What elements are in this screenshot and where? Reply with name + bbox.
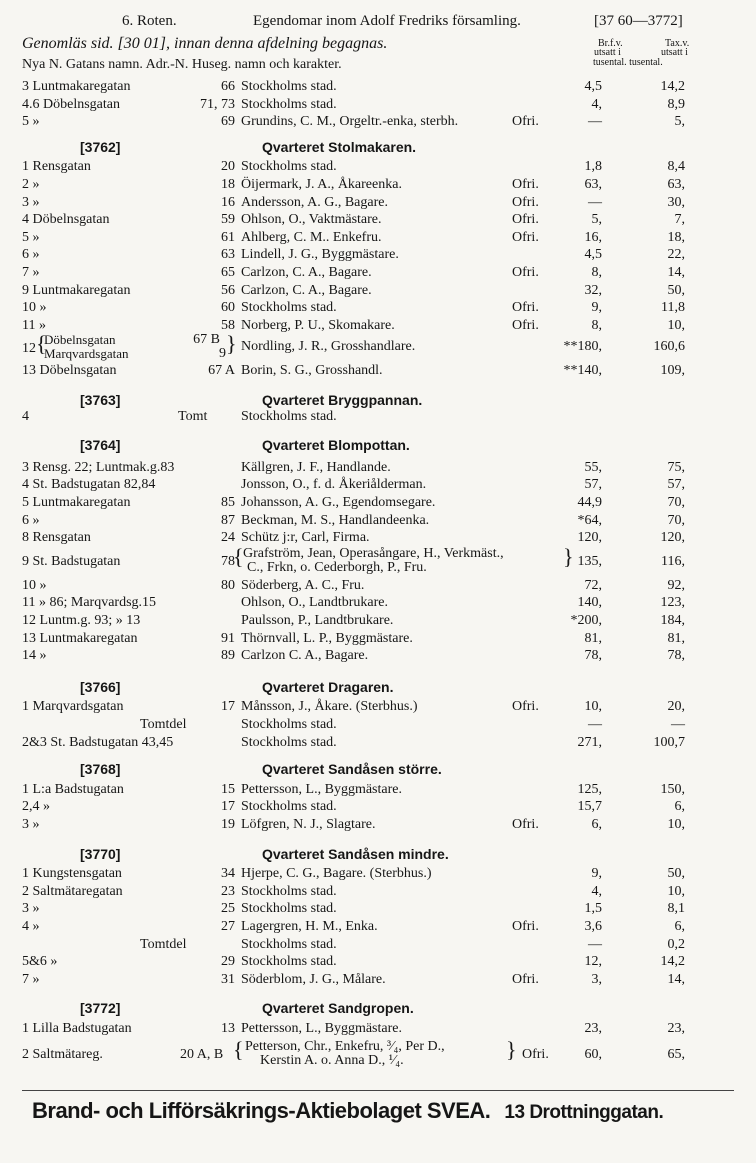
- brace: {: [233, 543, 244, 569]
- owner-cell: Thörnvall, L. P., Byggmästare.: [241, 630, 413, 646]
- number-cell: 56: [221, 282, 235, 298]
- taxering-value: 10,: [667, 883, 685, 899]
- owner-cell: Schütz j:r, Carl, Firma.: [241, 530, 370, 546]
- address-cell: 2,4 »: [22, 799, 50, 815]
- number-cell: 67 A: [208, 363, 235, 379]
- brandforsakring-value: 9,: [591, 300, 602, 316]
- owner-cell: Kerstin A. o. Anna D., ¹⁄₄.: [260, 1052, 404, 1068]
- brandforsakring-value: 72,: [584, 577, 602, 593]
- brandforsakring-value: 15,7: [577, 799, 602, 815]
- address-cell: 5&6 »: [22, 954, 58, 970]
- number-cell: 17: [221, 799, 235, 815]
- brandforsakring-value: 12,: [584, 954, 602, 970]
- number-cell: 13: [221, 1021, 235, 1036]
- taxering-value: 81,: [667, 630, 685, 646]
- owner-cell: Hjerpe, C. G., Bagare. (Sterbhus.): [241, 866, 432, 882]
- brandforsakring-value: 120,: [577, 530, 602, 546]
- brandforsakring-value: *64,: [577, 512, 602, 528]
- brandforsakring-value: 4,: [591, 96, 602, 112]
- section-title: Qvarteret Stolmakaren.: [262, 138, 417, 155]
- brandforsakring-value: 8,: [591, 265, 602, 280]
- owner-cell: Carlzon, C. A., Bagare.: [241, 265, 372, 280]
- address-cell: 2 Saltmätareg.: [22, 1046, 103, 1062]
- owner-cell: C., Frkn, o. Cederborgh, P., Fru.: [247, 559, 427, 575]
- ofri-cell: Ofri.: [512, 265, 539, 280]
- number-cell: 24: [221, 530, 235, 546]
- address-cell: 1 Rensgatan: [22, 159, 91, 175]
- address-cell: 6 »: [22, 512, 40, 528]
- brandforsakring-value: 3,: [591, 971, 602, 987]
- taxering-value: 50,: [667, 866, 685, 882]
- page-number-title: 6. Roten.: [122, 13, 177, 29]
- number-cell: 19: [221, 817, 235, 832]
- ofri-cell: Ofri.: [512, 971, 539, 987]
- number-cell: 59: [221, 212, 235, 228]
- number-cell: 31: [221, 971, 235, 987]
- number-cell: 71, 73: [200, 96, 235, 112]
- taxering-value: 6,: [674, 919, 685, 934]
- number-cell: 63: [221, 247, 235, 263]
- ofri-cell: Ofri.: [512, 817, 539, 832]
- number-cell: 80: [221, 577, 235, 593]
- taxering-value: 184,: [660, 613, 685, 628]
- brace: {: [233, 1036, 244, 1062]
- taxering-value: 8,1: [667, 901, 685, 917]
- ofri-cell: Ofri.: [512, 194, 539, 210]
- address-cell: 1 Lilla Badstugatan: [22, 1021, 132, 1036]
- owner-cell: Johansson, A. G., Egendomsegare.: [241, 495, 436, 510]
- owner-cell: Stockholms stad.: [241, 96, 337, 112]
- number-cell: 17: [221, 699, 235, 715]
- address-cell: 8 Rensgatan: [22, 530, 91, 546]
- owner-cell: Lagergren, H. M., Enka.: [241, 919, 378, 934]
- taxering-value: 120,: [660, 530, 685, 546]
- taxering-value: 8,4: [667, 159, 685, 175]
- address-cell: Tomtdel: [140, 936, 187, 952]
- taxering-value: 70,: [667, 495, 685, 510]
- address-cell: 7 »: [22, 265, 40, 280]
- section-number: [3764]: [80, 437, 121, 454]
- address-cell: Tomtdel: [140, 717, 187, 732]
- number-cell: 16: [221, 194, 235, 210]
- owner-cell: Stockholms stad.: [241, 408, 337, 424]
- taxering-value: 14,: [667, 265, 685, 280]
- taxering-value: 109,: [660, 363, 685, 379]
- brandforsakring-value: 78,: [584, 648, 602, 664]
- brandforsakring-value: 81,: [584, 630, 602, 646]
- address-cell: 7 »: [22, 971, 40, 987]
- brandforsakring-value: 9,: [591, 866, 602, 882]
- owner-cell: Petterson, Chr., Enkefru, ³⁄₄, Per D.,: [245, 1038, 445, 1054]
- address-cell: 2 Saltmätaregatan: [22, 883, 123, 899]
- ofri-cell: Ofri.: [512, 317, 539, 333]
- number-cell: 27: [221, 919, 235, 934]
- taxering-value: 18,: [667, 229, 685, 245]
- owner-cell: Carlzon, C. A., Bagare.: [241, 282, 372, 298]
- owner-cell: Norberg, P. U., Skomakare.: [241, 317, 395, 333]
- address-cell: 4 St. Badstugatan 82,84: [22, 477, 156, 493]
- number-cell: Tomt: [178, 408, 208, 424]
- brace: }: [563, 543, 574, 569]
- brandforsakring-value: 55,: [584, 459, 602, 475]
- address-cell: 9 St. Badstugatan: [22, 553, 121, 569]
- taxering-value: 10,: [667, 317, 685, 333]
- number-cell: 89: [221, 648, 235, 664]
- taxering-value: 50,: [667, 282, 685, 298]
- ofri-cell: Ofri.: [512, 212, 539, 228]
- owner-cell: Stockholms stad.: [241, 901, 337, 917]
- advertisement-address: 13 Drottninggatan.: [504, 1102, 664, 1123]
- owner-cell: Löfgren, N. J., Slagtare.: [241, 817, 376, 832]
- section-title: Qvarteret Sandåsen mindre.: [262, 845, 449, 862]
- address-cell: 3 Rensg. 22; Luntmak.g.83: [22, 459, 175, 475]
- section-number: [3762]: [80, 138, 121, 155]
- number-cell: 78: [221, 553, 235, 569]
- bottom-rule: [22, 1090, 734, 1091]
- taxering-value: 65,: [667, 1046, 685, 1062]
- number-cell: 23: [221, 883, 235, 899]
- taxering-value: 14,2: [660, 954, 685, 970]
- address-cell: 13 Döbelnsgatan: [22, 363, 117, 379]
- brace: }: [226, 331, 237, 357]
- address-cell: 1 Kungstensgatan: [22, 866, 122, 882]
- address-cell: 9 Luntmakaregatan: [22, 282, 131, 298]
- brandforsakring-value: 4,5: [584, 247, 602, 263]
- number-cell: 61: [221, 229, 235, 245]
- address-cell: 14 »: [22, 648, 47, 664]
- address-cell: 5 Luntmakaregatan: [22, 495, 131, 510]
- number-cell: 91: [221, 630, 235, 646]
- address-cell: 6 »: [22, 247, 40, 263]
- taxering-value: 10,: [667, 817, 685, 832]
- address-cell: 2&3 St. Badstugatan 43,45: [22, 734, 174, 750]
- advertisement: [32, 1098, 732, 1124]
- taxering-value: 14,: [667, 971, 685, 987]
- taxering-value: 5,: [674, 114, 685, 130]
- number-cell: 20: [221, 159, 235, 175]
- ofri-cell: Ofri.: [512, 300, 539, 316]
- owner-cell: Stockholms stad.: [241, 954, 337, 970]
- col-tax-label: Tax.v.: [665, 38, 690, 49]
- brandforsakring-value: 60,: [584, 1046, 602, 1062]
- page-range: [37 60—3772]: [594, 13, 683, 29]
- column-header: Nya N. Gatans namn. Adr.-N. Huseg. namn och karakter.: [22, 57, 342, 72]
- owner-cell: Paulsson, P., Landtbrukare.: [241, 613, 394, 628]
- taxering-value: 116,: [661, 553, 685, 569]
- owner-cell: Ahlberg, C. M.. Enkefru.: [241, 229, 382, 245]
- address-cell: 4.6 Döbelnsgatan: [22, 96, 120, 112]
- owner-cell: Nordling, J. R., Grosshandlare.: [241, 339, 416, 355]
- address-cell: 12 Luntm.g. 93; » 13: [22, 613, 141, 628]
- owner-cell: Pettersson, L., Byggmästare.: [241, 1021, 402, 1036]
- owner-cell: Ohlson, O., Vaktmästare.: [241, 212, 382, 228]
- owner-cell: Grafström, Jean, Operasångare, H., Verkmäst.,: [243, 545, 504, 561]
- brandforsakring-value: 140,: [577, 595, 602, 611]
- section-number: [3770]: [80, 845, 121, 862]
- col-brf-label: Br.f.v.: [598, 38, 623, 49]
- section-number: [3763]: [80, 392, 121, 408]
- ofri-cell: Ofri.: [512, 229, 539, 245]
- brace: }: [506, 1036, 517, 1062]
- owner-cell: Ohlson, O., Landtbrukare.: [241, 595, 388, 611]
- ofri-cell: Ofri.: [512, 919, 539, 934]
- taxering-value: 123,: [660, 595, 685, 611]
- brandforsakring-value: 63,: [584, 177, 602, 192]
- address-cell: 1 Marqvardsgatan: [22, 699, 124, 715]
- brandforsakring-value: 4,: [591, 883, 602, 899]
- brace: {: [36, 331, 47, 357]
- owner-cell: Borin, S. G., Grosshandl.: [241, 363, 383, 379]
- taxering-value: 78,: [667, 648, 685, 664]
- number-cell: 66: [221, 79, 235, 94]
- brandforsakring-value: **140,: [563, 363, 602, 379]
- brandforsakring-value: 135,: [577, 553, 602, 569]
- number-cell: 9: [219, 346, 226, 362]
- number-cell: 34: [221, 866, 235, 882]
- address-cell: 11 »: [22, 317, 46, 333]
- address-cell: 10 »: [22, 300, 47, 316]
- taxering-value: 7,: [674, 212, 685, 228]
- owner-cell: Stockholms stad.: [241, 799, 337, 815]
- owner-cell: Andersson, A. G., Bagare.: [241, 194, 388, 210]
- taxering-value: 150,: [660, 781, 685, 797]
- taxering-value: 22,: [667, 247, 685, 263]
- address-cell: 5 »: [22, 114, 40, 130]
- owner-cell: Söderblom, J. G., Målare.: [241, 971, 386, 987]
- brandforsakring-value: —: [588, 194, 602, 210]
- ofri-cell: Ofri.: [512, 114, 539, 130]
- taxering-value: —: [671, 717, 685, 732]
- address-cell: 2 »: [22, 177, 40, 192]
- brandforsakring-value: —: [588, 717, 602, 732]
- owner-cell: Stockholms stad.: [241, 717, 337, 732]
- number-cell: 65: [221, 265, 235, 280]
- address-cell: 1 L:a Badstugatan: [22, 781, 124, 797]
- taxering-value: 23,: [667, 1021, 685, 1036]
- taxering-value: 75,: [667, 459, 685, 475]
- owner-cell: Stockholms stad.: [241, 883, 337, 899]
- address-cell: 3 »: [22, 817, 40, 832]
- number-cell: 15: [221, 781, 235, 797]
- taxering-value: 0,2: [667, 936, 685, 952]
- taxering-value: 160,6: [653, 339, 685, 355]
- number-cell: 60: [221, 300, 235, 316]
- brandforsakring-value: 10,: [584, 699, 602, 715]
- taxering-value: 14,2: [660, 79, 685, 94]
- taxering-value: 8,9: [667, 96, 685, 112]
- brandforsakring-value: *200,: [570, 613, 602, 628]
- number-cell: 67 B: [193, 332, 220, 348]
- address-cell: 12: [22, 341, 36, 357]
- owner-cell: Stockholms stad.: [241, 159, 337, 175]
- ofri-cell: Ofri.: [512, 699, 539, 715]
- owner-cell: Grundins, C. M., Orgeltr.-enka, sterbh.: [241, 114, 459, 130]
- ofri-cell: Ofri.: [522, 1046, 549, 1062]
- address-cell: 4: [22, 408, 29, 424]
- owner-cell: Jonsson, O., f. d. Åkeriålderman.: [241, 477, 427, 493]
- number-cell: 25: [221, 901, 235, 917]
- brandforsakring-value: —: [588, 114, 602, 130]
- col-brf-sub: utsatt i: [594, 47, 621, 58]
- address-cell: 3 Luntmakaregatan: [22, 79, 131, 94]
- owner-cell: Beckman, M. S., Handlandeenka.: [241, 512, 430, 528]
- owner-cell: Stockholms stad.: [241, 734, 337, 750]
- section-title: Qvarteret Bryggpannan.: [262, 392, 423, 408]
- number-cell: 69: [221, 114, 235, 130]
- brandforsakring-value: 6,: [591, 817, 602, 832]
- section-number: [3772]: [80, 1000, 121, 1017]
- section-title: Qvarteret Sandåsen större.: [262, 761, 442, 778]
- owner-cell: Stockholms stad.: [241, 300, 337, 316]
- owner-cell: Lindell, J. G., Byggmästare.: [241, 247, 399, 263]
- number-cell: 58: [221, 317, 235, 333]
- taxering-value: 11,8: [661, 300, 685, 316]
- address-cell: 3 »: [22, 194, 40, 210]
- brandforsakring-value: 3,6: [584, 919, 602, 934]
- address-cell: Döbelnsgatan: [44, 332, 116, 348]
- number-cell: 20 A, B: [180, 1046, 224, 1062]
- address-cell: 5 »: [22, 229, 40, 245]
- taxering-value: 30,: [667, 194, 685, 210]
- brandforsakring-value: 23,: [584, 1021, 602, 1036]
- brandforsakring-value: 125,: [577, 781, 602, 797]
- address-cell: 4 »: [22, 919, 40, 934]
- owner-cell: Stockholms stad.: [241, 79, 337, 94]
- number-cell: 85: [221, 495, 235, 510]
- page-title: Egendomar inom Adolf Fredriks församling.: [253, 13, 521, 29]
- taxering-value: 100,7: [653, 734, 685, 750]
- owner-cell: Källgren, J. F., Handlande.: [241, 459, 391, 475]
- taxering-value: 92,: [667, 577, 685, 593]
- brandforsakring-value: 8,: [591, 317, 602, 333]
- brandforsakring-value: **180,: [563, 339, 602, 355]
- address-cell: 10 »: [22, 577, 47, 593]
- section-title: Qvarteret Blompottan.: [262, 437, 410, 454]
- owner-cell: Pettersson, L., Byggmästare.: [241, 781, 402, 797]
- instruction-line: Genomläs sid. [30 01], innan denna afdelning begagnas.: [22, 35, 388, 52]
- owner-cell: Månsson, J., Åkare. (Sterbhus.): [241, 699, 418, 715]
- number-cell: 87: [221, 512, 235, 528]
- brandforsakring-value: 16,: [584, 229, 602, 245]
- owner-cell: Stockholms stad.: [241, 936, 337, 952]
- address-cell: 11 » 86; Marqvardsg.15: [22, 595, 157, 611]
- brandforsakring-value: 271,: [577, 734, 602, 750]
- number-cell: 29: [221, 954, 235, 970]
- taxering-value: 20,: [667, 699, 685, 715]
- brandforsakring-value: 5,: [591, 212, 602, 228]
- owner-cell: Söderberg, A. C., Fru.: [241, 577, 365, 593]
- brandforsakring-value: 4,5: [584, 79, 602, 94]
- brandforsakring-value: 57,: [584, 477, 602, 493]
- taxering-value: 57,: [667, 477, 685, 493]
- col-unit-label: tusental. tusental.: [593, 57, 663, 68]
- section-number: [3766]: [80, 678, 121, 695]
- owner-cell: Carlzon C. A., Bagare.: [241, 648, 369, 664]
- section-number: [3768]: [80, 761, 121, 778]
- advertisement-text: Brand- och Lifförsäkrings-Aktiebolaget SVEA.: [32, 1098, 491, 1123]
- ofri-cell: Ofri.: [512, 177, 539, 192]
- address-cell: 13 Luntmakaregatan: [22, 630, 138, 646]
- address-cell: Marqvardsgatan: [44, 346, 129, 362]
- owner-cell: Öijermark, J. A., Åkareenka.: [241, 177, 402, 192]
- section-title: Qvarteret Dragaren.: [262, 678, 394, 695]
- address-cell: 4 Döbelnsgatan: [22, 212, 110, 228]
- brandforsakring-value: 32,: [584, 282, 602, 298]
- taxering-value: 70,: [667, 512, 685, 528]
- taxering-value: 6,: [674, 799, 685, 815]
- taxering-value: 63,: [667, 177, 685, 192]
- brandforsakring-value: 44,9: [577, 495, 602, 510]
- brandforsakring-value: —: [588, 936, 602, 952]
- col-tax-sub: utsatt i: [661, 47, 688, 58]
- number-cell: 18: [221, 177, 235, 192]
- brandforsakring-value: 1,5: [584, 901, 602, 917]
- address-cell: 3 »: [22, 901, 40, 917]
- brandforsakring-value: 1,8: [584, 159, 602, 175]
- section-title: Qvarteret Sandgropen.: [262, 1000, 414, 1017]
